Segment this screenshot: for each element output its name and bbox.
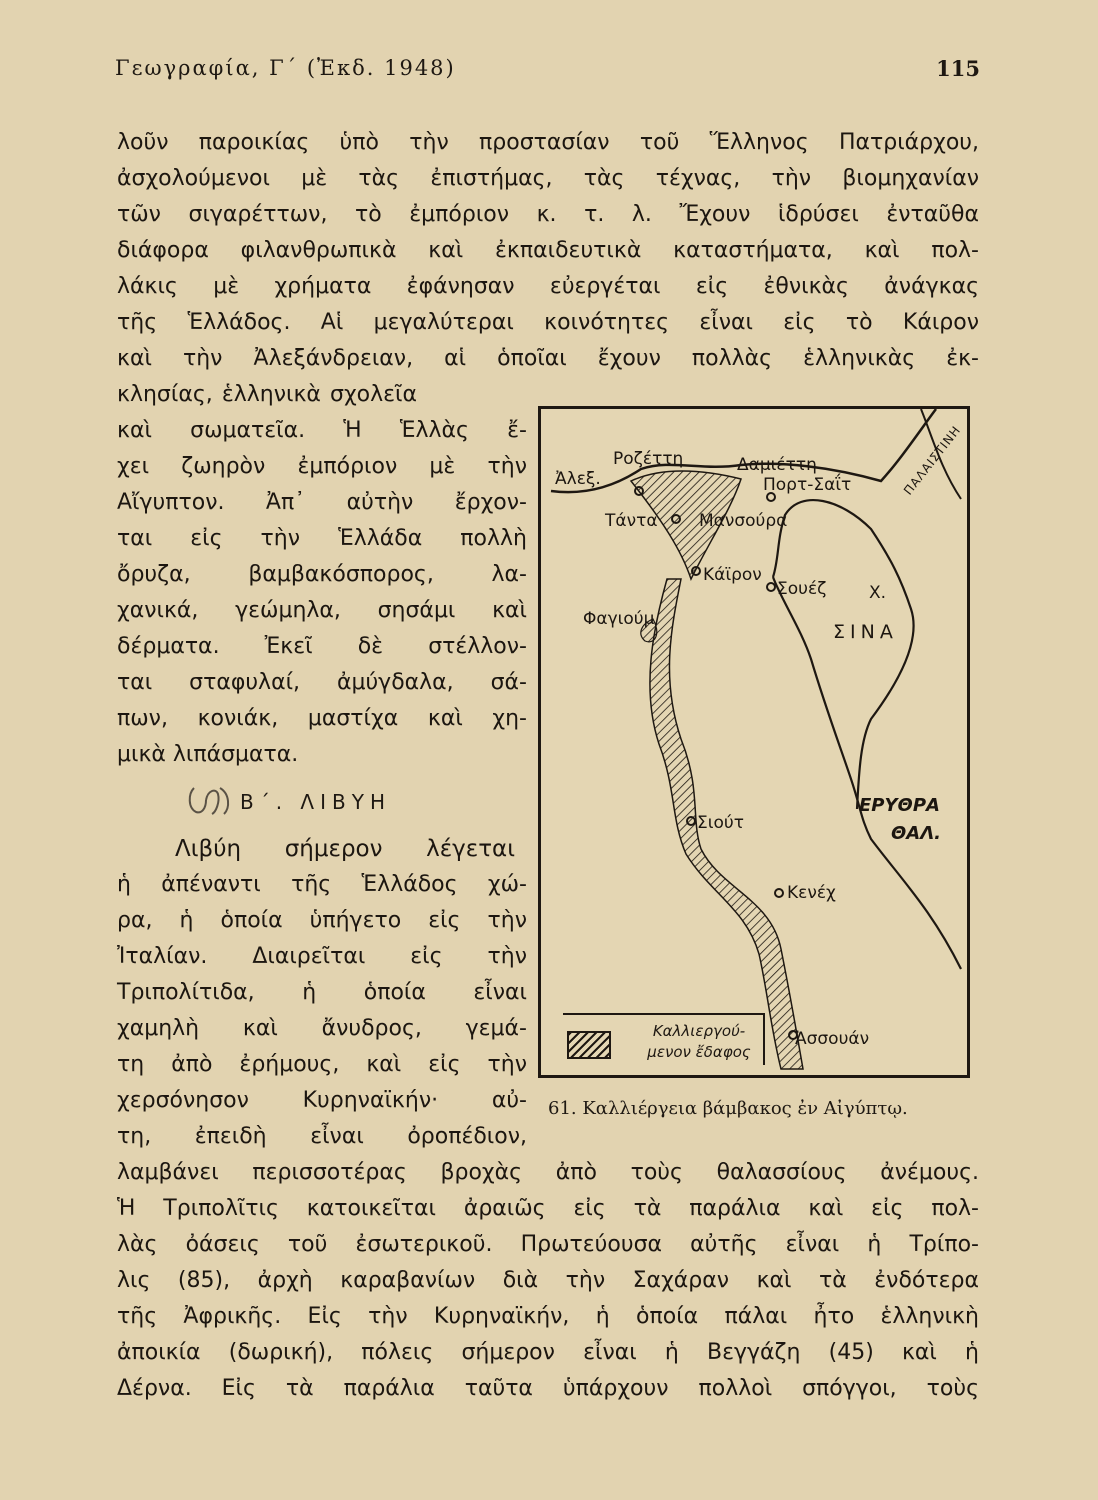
map-label-thal: ΘΑΛ. (891, 823, 942, 844)
handwritten-annotation (186, 780, 234, 818)
text-line: χαμηλὴ καὶ ἄνυδρος, γεμά- (117, 1016, 527, 1041)
text-line: δέρματα. Ἐκεῖ δὲ στέλλον- (117, 634, 527, 659)
page-number: 115 (936, 56, 980, 81)
map-label-fagioum: Φαγιούμ (583, 609, 655, 629)
text-line: καὶ σωματεῖα. Ἡ Ἑλλὰς ἔ- (117, 418, 527, 443)
city-dot (775, 889, 783, 897)
sinai-coast (773, 500, 914, 809)
text-line: ἀσχολούμενοι μὲ τὰς ἐπιστήμας, τὰς τέχνας, τὴν βιομηχανίαν (117, 166, 979, 191)
map-label-sina-x: Χ. (869, 583, 887, 603)
text-line: τη ἀπὸ ἐρήμους, καὶ εἰς τὴν (117, 1052, 527, 1077)
text-line: τη, ἐπειδὴ εἶναι ὀροπέδιον, (117, 1124, 527, 1149)
map-label-erythra: ΕΡΥΘΡΑ (859, 795, 940, 816)
text-line: ἡ ἀπέναντι τῆς Ἑλλάδος χώ- (117, 872, 527, 897)
map-label-rozetti: Ροζέττη (613, 449, 684, 469)
map-label-alex: Ἀλεξ. (555, 469, 601, 489)
city-dot (767, 583, 775, 591)
map-label-sina: ΣΙΝΑ (833, 621, 898, 643)
text-line: τῆς Ἀφρικῆς. Εἰς τὴν Κυρηναϊκήν, ἡ ὁποία πάλαι ἦτο ἑλληνικὴ (117, 1304, 979, 1329)
text-line: ται εἰς τὴν Ἑλλάδα πολλὴ (117, 526, 527, 551)
text-line: διάφορα φιλανθρωπικὰ καὶ ἐκπαιδευτικὰ καταστήματα, καὶ πολ- (117, 238, 979, 263)
map-label-damietti: Δαμιέττη (737, 455, 817, 475)
map-label-assouan: Ἀσσουάν (795, 1029, 870, 1049)
map-label-souez: Σουέζ (777, 579, 827, 599)
text-line: ται σταφυλαί, ἀμύγδαλα, σά- (117, 670, 527, 695)
egypt-map (538, 406, 970, 1078)
map-label-mansoura: Μανσούρα (699, 511, 788, 531)
text-line: Ἰταλίαν. Διαιρεῖται εἰς τὴν (117, 944, 527, 969)
text-line: χανικά, γεώμηλα, σησάμι καὶ (117, 598, 527, 623)
text-line: λάκις μὲ χρήματα ἐφάνησαν εὐεργέται εἰς ἐθνικὰς ἀνάγκας (117, 274, 979, 299)
text-line: ὄρυζα, βαμβακόσπορος, λα- (117, 562, 527, 587)
text-line: Τριπολίτιδα, ἡ ὁποία εἶναι (117, 980, 527, 1005)
text-line: πων, κονιάκ, μαστίχα καὶ χη- (117, 706, 527, 731)
text-line: τῆς Ἑλλάδος. Αἱ μεγαλύτεραι κοινότητες εἶναι εἰς τὸ Κάιρον (117, 310, 979, 335)
text-line: χει ζωηρὸν ἐμπόριον μὲ τὴν (117, 454, 527, 479)
text-line: μικὰ λιπάσματα. (117, 742, 299, 767)
map-drawing (541, 409, 967, 1075)
text-line: λοῦν παροικίας ὑπὸ τὴν προστασίαν τοῦ Ἕλληνος Πατριάρχου, (117, 130, 979, 155)
text-line: Λιβύη σήμερον λέγεται (175, 836, 515, 862)
map-label-port-said: Πορτ-Σαΐτ (763, 475, 852, 495)
text-line: ρα, ἡ ὁποία ὑπήγετο εἰς τὴν (117, 908, 527, 933)
text-line: τῶν σιγαρέττων, τὸ ἐμπόριον κ. τ. λ. Ἔχουν ἱδρύσει ἐνταῦθα (117, 202, 979, 227)
section-heading: Β΄. ΛΙΒΥΗ (240, 790, 391, 814)
text-line: καὶ τὴν Ἀλεξάνδρειαν, αἱ ὁποῖαι ἔχουν πολλὰς ἑλληνικὰς ἐκ- (117, 346, 979, 371)
map-label-kairon: Κάϊρον (703, 565, 762, 585)
map-label-tanta: Τάντα (605, 511, 658, 531)
text-line: χερσόνησον Κυρηναϊκήν· αὐ- (117, 1088, 527, 1113)
text-line: Αἴγυπτον. Ἀπ᾽ αὐτὴν ἔρχον- (117, 490, 527, 515)
legend-line: μενον ἔδαφος (647, 1043, 751, 1061)
legend-hatch-swatch (567, 1031, 611, 1059)
page-header (115, 56, 980, 90)
map-label-kenech: Κενέχ (787, 883, 836, 903)
map-label-palaistini: ΠΑΛΑΙΣΤΙΝΗ (901, 423, 964, 498)
text-line: λαμβάνει περισσοτέρας βροχὰς ἀπὸ τοὺς θαλασσίους ἀνέμους. (117, 1160, 979, 1185)
map-legend (629, 1021, 769, 1063)
figure-caption: 61. Καλλιέργεια βάμβακος ἐν Αἰγύπτῳ. (548, 1098, 908, 1119)
text-line: λὰς ὀάσεις τοῦ ἐσωτερικοῦ. Πρωτεύουσα αὐτῆς εἶναι ἡ Τρίπο- (117, 1232, 979, 1257)
text-line: Δέρνα. Εἰς τὰ παράλια ταῦτα ὑπάρχουν πολλοὶ σπόγγοι, τοὺς (117, 1376, 979, 1401)
text-line: ἀποικία (δωρική), πόλεις σήμερον εἶναι ἡ Βεγγάζη (45) καὶ ἡ (117, 1340, 979, 1365)
legend-line: Καλλιεργού- (652, 1022, 746, 1040)
coastline (551, 409, 936, 492)
text-line: Ἡ Τριπολῖτις κατοικεῖται ἀραιῶς εἰς τὰ παράλια καὶ εἰς πολ- (117, 1196, 979, 1221)
map-label-siout: Σιούτ (697, 813, 744, 833)
running-title: Γεωγραφία, Γ΄ (Ἐκδ. 1948) (115, 56, 456, 80)
text-line: λις (85), ἀρχὴ καραβανίων διὰ τὴν Σαχάραν καὶ τὰ ἐνδότερα (117, 1268, 979, 1293)
text-line: κλησίας, ἑλληνικὰ σχολεῖα (117, 382, 417, 407)
